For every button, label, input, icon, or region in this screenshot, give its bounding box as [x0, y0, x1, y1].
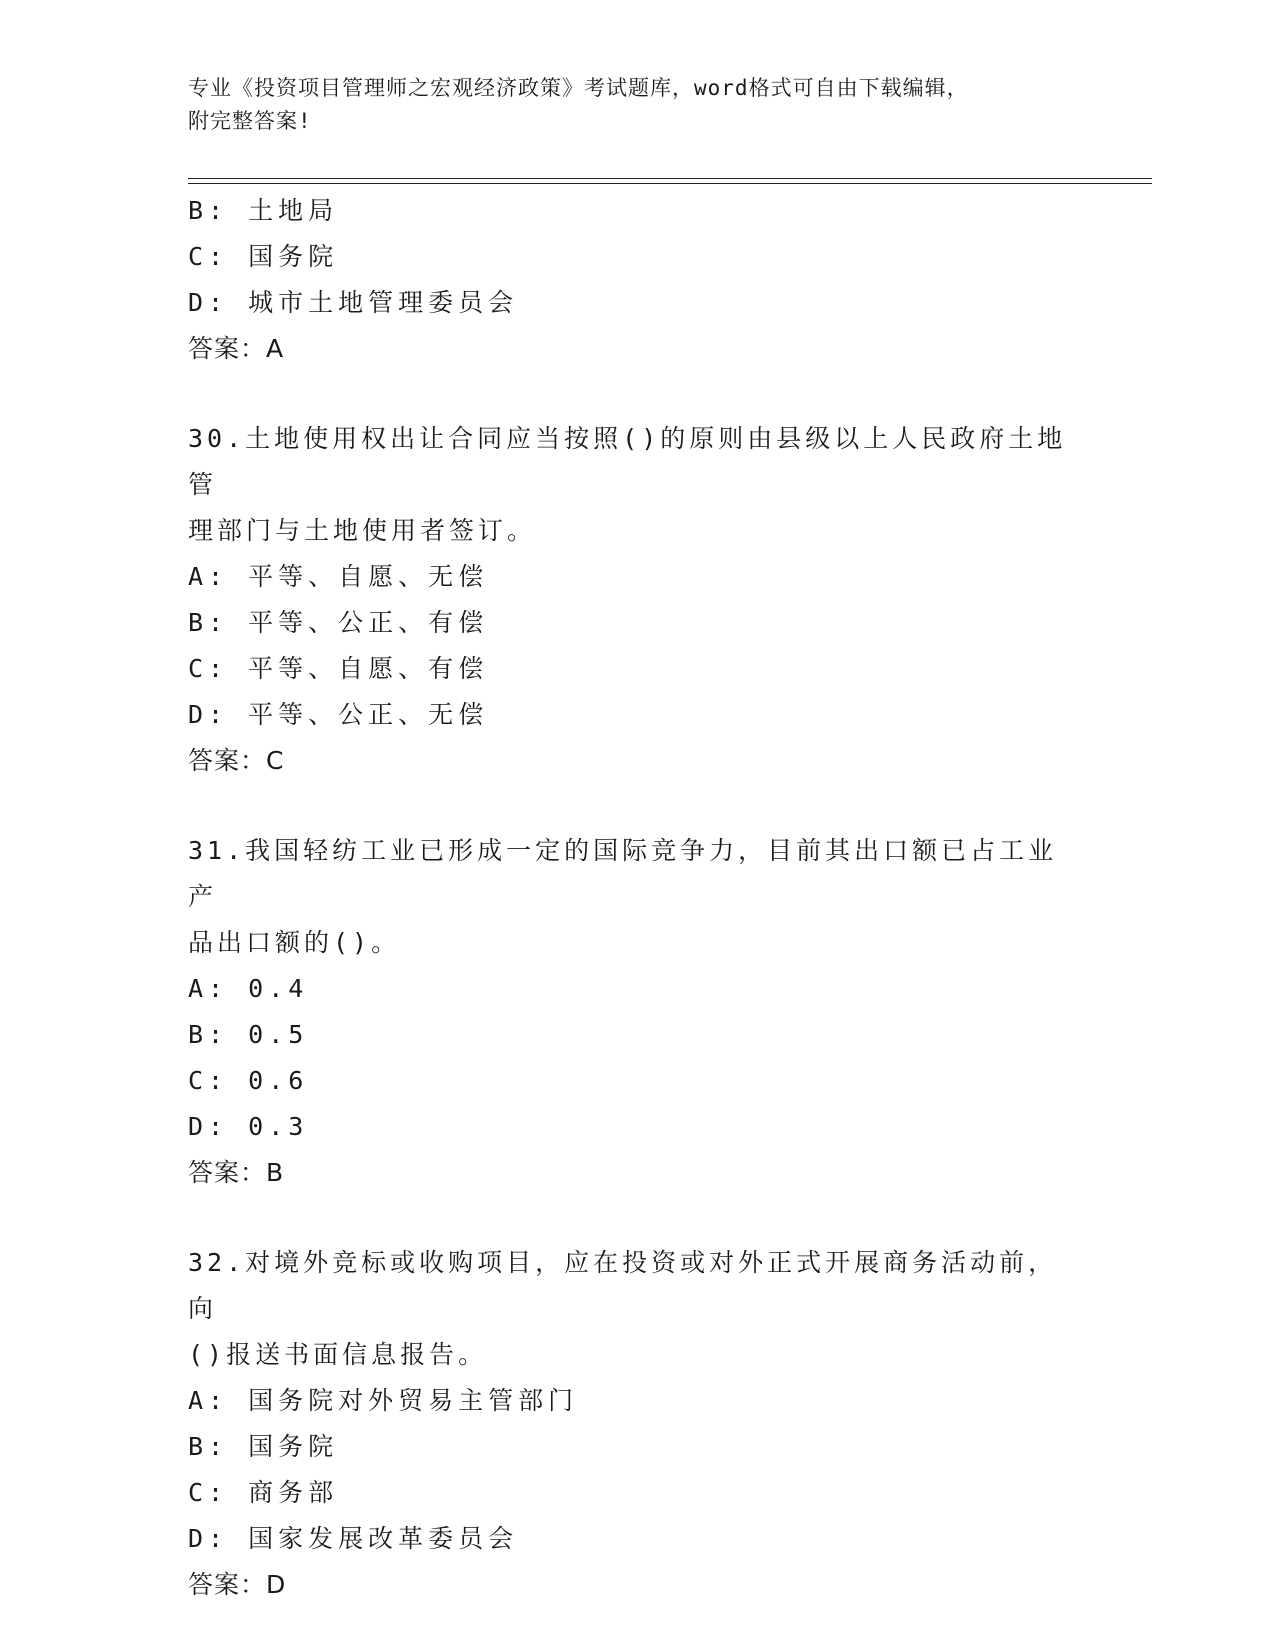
- header-line-2: 附完整答案!: [188, 109, 312, 133]
- option-b: B: 0.5: [188, 1020, 309, 1049]
- question-stem-line-1: 32.对境外竞标或收购项目，应在投资或对外正式开展商务活动前，向: [188, 1248, 1058, 1323]
- question-stem-line-2: ()报送书面信息报告。: [188, 1340, 488, 1369]
- question-block-30: [188, 416, 1088, 784]
- option-a: A: 平等、自愿、无偿: [188, 562, 489, 591]
- question-block-32: [188, 1240, 1088, 1608]
- question-stem-line-2: 理部门与土地使用者签订。: [188, 516, 537, 545]
- answer-line: 答案：B: [188, 1158, 285, 1187]
- question-block-29: [188, 188, 1088, 372]
- option-c: C: 0.6: [188, 1066, 309, 1095]
- header-line-1: 专业《投资项目管理师之宏观经济政策》考试题库，word格式可自由下载编辑，: [188, 76, 969, 100]
- option-b: B: 国务院: [188, 1432, 339, 1461]
- option-c: C: 国务院: [188, 242, 339, 271]
- option-c: C: 商务部: [188, 1478, 339, 1507]
- question-block-31: [188, 828, 1088, 1196]
- option-a: A: 0.4: [188, 974, 309, 1003]
- question-list: [188, 188, 1088, 1608]
- option-b: B: 平等、公正、有偿: [188, 608, 489, 637]
- option-d: D: 国家发展改革委员会: [188, 1524, 519, 1553]
- option-b: B: 土地局: [188, 196, 339, 225]
- answer-line: 答案：D: [188, 1570, 287, 1599]
- question-stem-line-1: 31.我国轻纺工业已形成一定的国际竞争力，目前其出口额已占工业产: [188, 836, 1058, 911]
- header-divider-bottom: [188, 183, 1152, 184]
- option-c: C: 平等、自愿、有偿: [188, 654, 489, 683]
- document-header: [188, 72, 1068, 138]
- answer-line: 答案：C: [188, 746, 285, 775]
- option-d: D: 城市土地管理委员会: [188, 288, 519, 317]
- option-d: D: 0.3: [188, 1112, 309, 1141]
- option-d: D: 平等、公正、无偿: [188, 700, 489, 729]
- header-divider-top: [188, 178, 1152, 179]
- question-stem-line-2: 品出口额的()。: [188, 928, 401, 957]
- question-stem-line-1: 30.土地使用权出让合同应当按照()的原则由县级以上人民政府土地管: [188, 424, 1067, 499]
- answer-line: 答案：A: [188, 334, 285, 363]
- option-a: A: 国务院对外贸易主管部门: [188, 1386, 579, 1415]
